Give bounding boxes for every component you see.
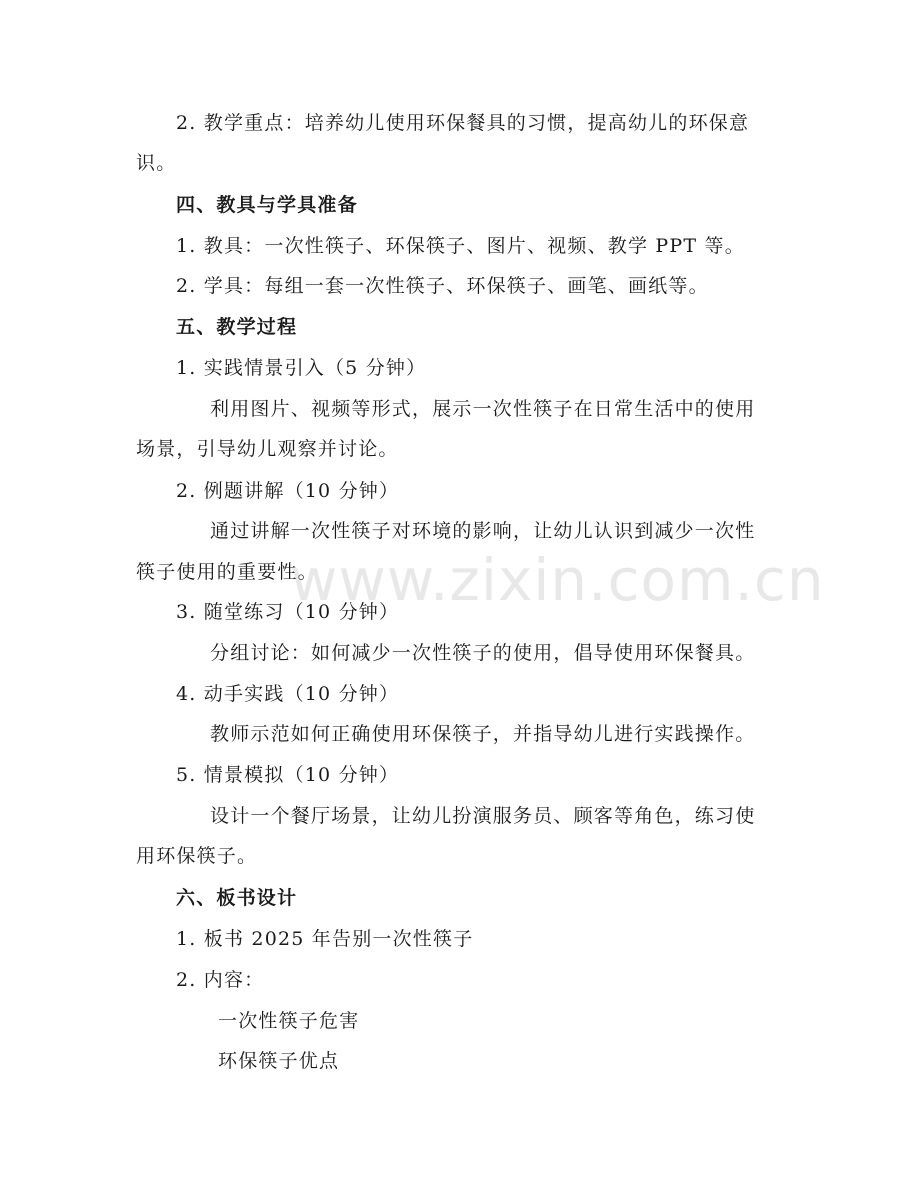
section-6-heading: 六、板书设计	[176, 887, 298, 909]
key-point-line-2: 识。	[136, 152, 177, 174]
section-4-heading: 四、教具与学具准备	[176, 194, 358, 216]
section-6-content-2: 环保筷子优点	[218, 1050, 340, 1072]
section-5-step-5-desc-line-1: 设计一个餐厅场景，让幼儿扮演服务员、顾客等角色，练习使	[210, 805, 756, 827]
section-5-step-1-title: 1. 实践情景引入（5 分钟）	[176, 357, 427, 379]
section-5-step-3-desc: 分组讨论：如何减少一次性筷子的使用，倡导使用环保餐具。	[210, 642, 756, 664]
section-5-step-4-title: 4. 动手实践（10 分钟）	[176, 683, 400, 705]
section-4-item-1: 1. 教具：一次性筷子、环保筷子、图片、视频、教学 PPT 等。	[176, 235, 745, 257]
section-5-step-2-desc-line-2: 筷子使用的重要性。	[136, 561, 318, 583]
section-5-step-3-title: 3. 随堂练习（10 分钟）	[176, 601, 400, 623]
section-6-item-1: 1. 板书 2025 年告别一次性筷子	[176, 928, 474, 950]
section-5-step-1-desc-line-1: 利用图片、视频等形式，展示一次性筷子在日常生活中的使用	[210, 398, 756, 420]
section-5-step-2-title: 2. 例题讲解（10 分钟）	[176, 480, 400, 502]
section-5-step-1-desc-line-2: 场景，引导幼儿观察并讨论。	[136, 438, 399, 460]
section-5-step-2-desc-line-1: 通过讲解一次性筷子对环境的影响，让幼儿认识到减少一次性	[210, 520, 756, 542]
watermark: www.zixin.com.cn	[290, 546, 825, 614]
section-6-content-1: 一次性筷子危害	[218, 1010, 360, 1032]
section-5-step-5-desc-line-2: 用环保筷子。	[136, 845, 258, 867]
section-4-item-2: 2. 学具：每组一套一次性筷子、环保筷子、画笔、画纸等。	[176, 275, 709, 297]
section-5-step-5-title: 5. 情景模拟（10 分钟）	[176, 764, 400, 786]
section-5-step-4-desc: 教师示范如何正确使用环保筷子，并指导幼儿进行实践操作。	[210, 723, 756, 745]
section-6-item-2: 2. 内容：	[176, 969, 265, 991]
key-point-line-1: 2. 教学重点：培养幼儿使用环保餐具的习惯，提高幼儿的环保意	[176, 112, 750, 134]
section-5-heading: 五、教学过程	[176, 316, 298, 338]
